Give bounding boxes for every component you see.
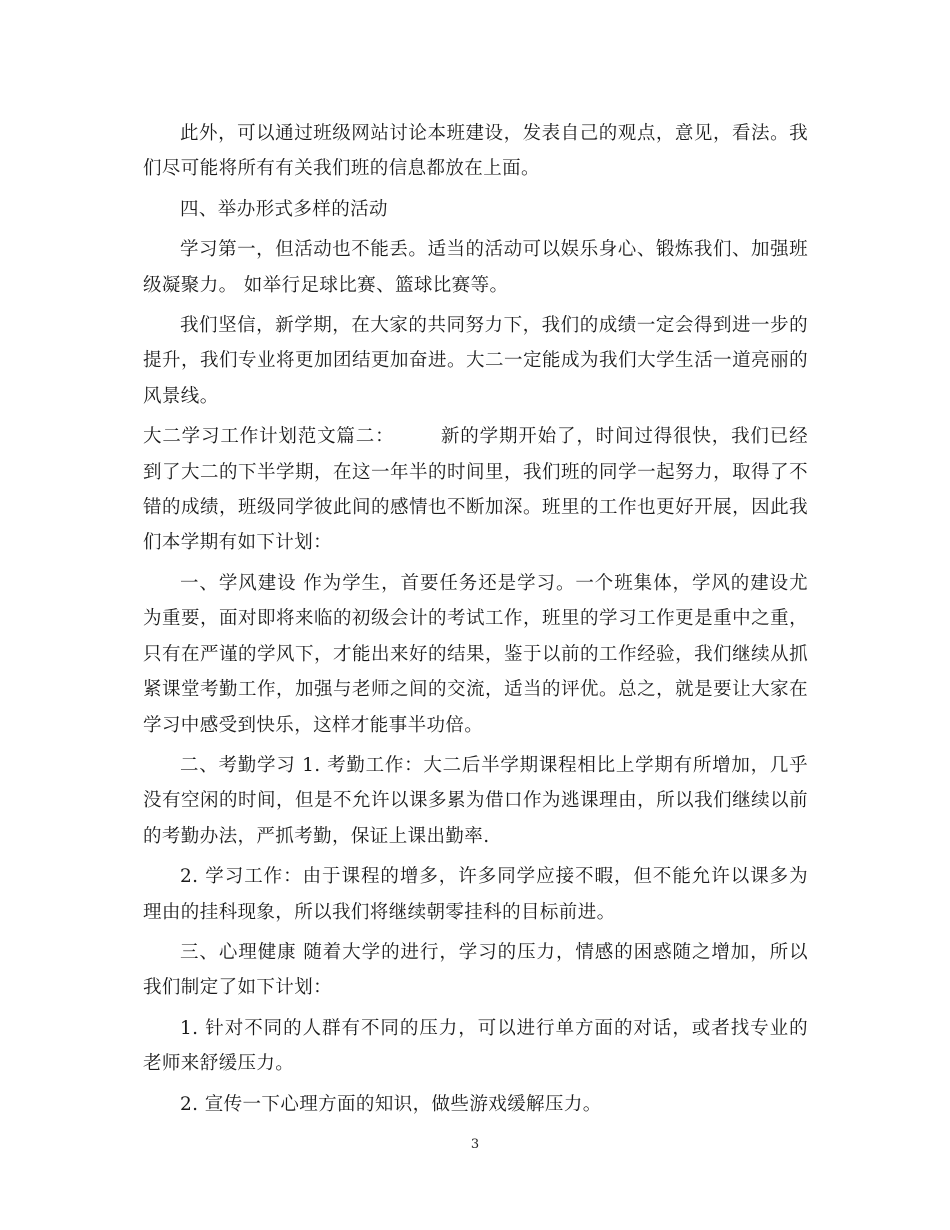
sample-two-intro: 新的学期开始了，时间过得很快，我们已经到了大二的下半学期，在这一年半的时间里，我们班的同学一起努力，取得了不错的成绩，班级同学彼此间的感情也不断加深。班里的工作也更好开展，因此我们本学期有如下计划： [143,426,808,554]
paragraph-plan-one: 1. 针对不同的人群有不同的压力，可以进行单方面的对话，或者找专业的老师来舒缓压力。 [143,1017,808,1075]
paragraph-activities: 学习第一，但活动也不能丢。适当的活动可以娱乐身心、锻炼我们、加强班级凝聚力。 如举行足球比赛、篮球比赛等。 [143,239,808,296]
sample-two-title: 大二学习工作计划范文篇二： [143,426,395,448]
paragraph-mental-health: 三、心理健康 随着大学的进行，学习的压力，情感的困惑随之增加，所以我们制定了如下计划： [143,941,808,999]
paragraph-class-website: 此外，可以通过班级网站讨论本班建设，发表自己的观点，意见，看法。我们尽可能将所有有关我们班的信息都放在上面。 [143,123,808,180]
heading-activities: 四、举办形式多样的活动 [180,198,388,220]
paragraph-sample-two [143,419,808,561]
paragraph-plan-two: 2. 宣传一下心理方面的知识，做些游戏缓解压力。 [180,1093,602,1115]
paragraph-conclusion: 我们坚信，新学期，在大家的共同努力下，我们的成绩一定会得到进一步的提升，我们专业将更加团结更加奋进。大二一定能成为我们大学生活一道亮丽的风景线。 [143,315,808,407]
paragraph-study-style: 一、学风建设 作为学生，首要任务还是学习。一个班集体，学风的建设尤为重要，面对即将来临的初级会计的考试工作，班里的学习工作更是重中之重，只有在严谨的学风下，才能出来好的结果，鉴于以前的工作经验，我们继续从抓紧课堂考勤工作，加强与老师之间的交流，适当的评优。总之，就是要让大家在学习中感受到快乐，这样才能事半功倍。 [143,572,808,736]
paragraph-study-work: 2. 学习工作：由于课程的增多，许多同学应接不暇，但不能允许以课多为理由的挂科现象，所以我们将继续朝零挂科的目标前进。 [143,866,808,923]
paragraph-attendance: 二、考勤学习 1. 考勤工作：大二后半学期课程相比上学期有所增加，几乎没有空闲的时间，但是不允许以课多累为借口作为逃课理由，所以我们继续以前的考勤办法，严抓考勤，保证上课出勤率. [143,754,808,847]
page-number: 3 [470,1137,480,1152]
document-body [143,116,808,1127]
